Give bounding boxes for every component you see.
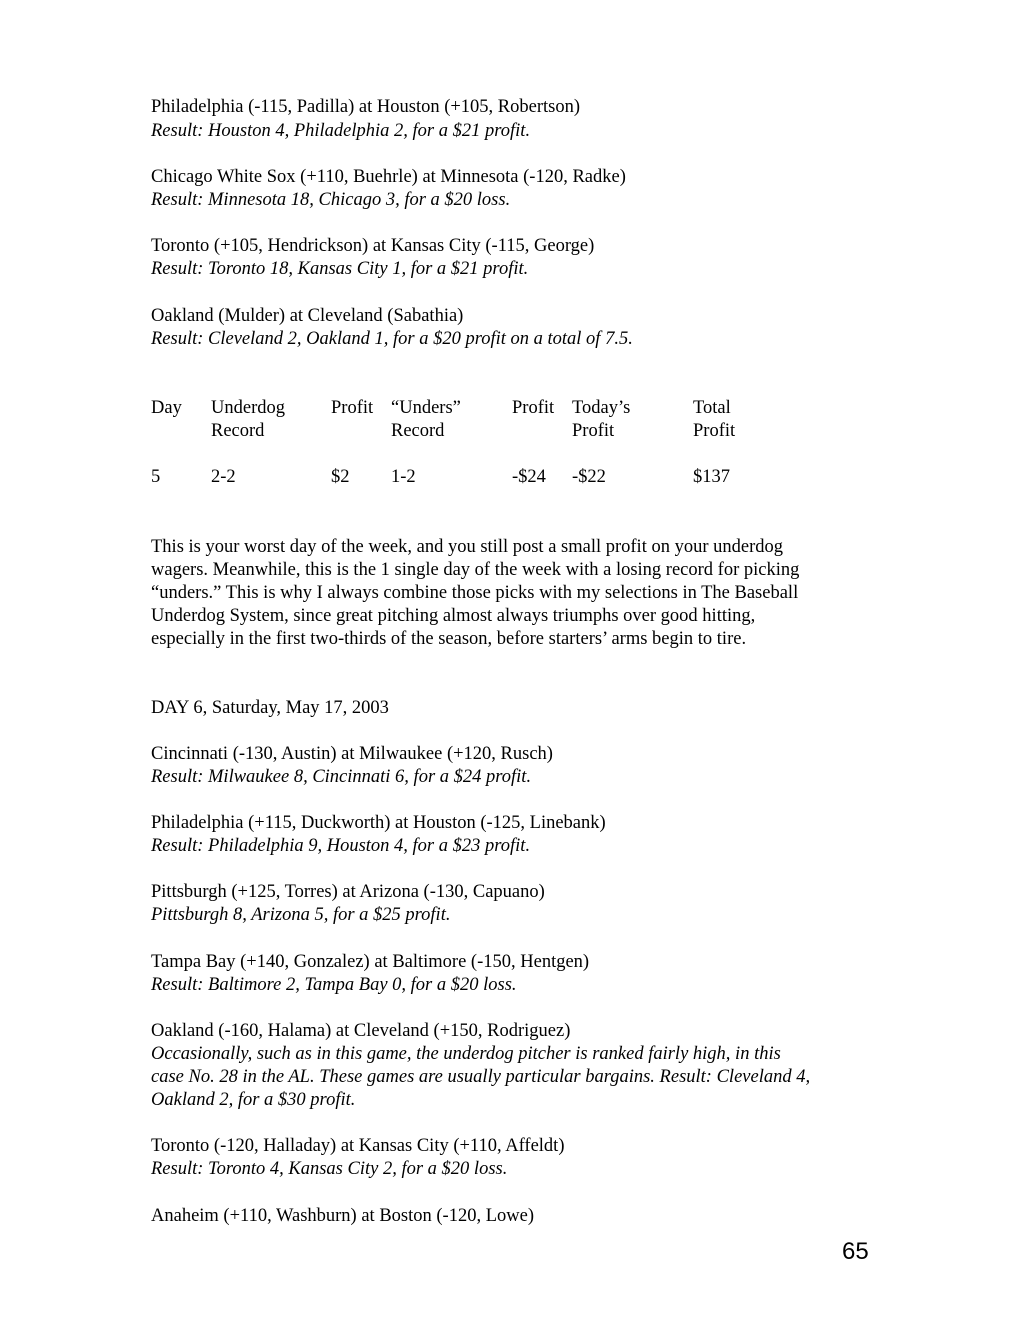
table-cell: $2 xyxy=(331,467,350,487)
game-matchup: Toronto (+105, Hendrickson) at Kansas City (-115, George) xyxy=(151,236,595,256)
game-matchup: Chicago White Sox (+110, Buehrle) at Minnesota (-120, Radke) xyxy=(151,167,626,187)
game-result: Result: Milwaukee 8, Cincinnati 6, for a $24 profit. xyxy=(151,767,532,787)
game-matchup: Oakland (-160, Halama) at Cleveland (+150, Rodriguez) xyxy=(151,1021,571,1041)
game-result: Result: Houston 4, Philadelphia 2, for a $21 profit. xyxy=(151,121,531,141)
table-header: Record xyxy=(211,421,265,441)
game-result: Occasionally, such as in this game, the underdog pitcher is ranked fairly high, in this xyxy=(151,1044,781,1064)
game-matchup: Pittsburgh (+125, Torres) at Arizona (-130, Capuano) xyxy=(151,882,545,902)
game-matchup: Philadelphia (+115, Duckworth) at Houston (-125, Linebank) xyxy=(151,813,606,833)
game-matchup: Tampa Bay (+140, Gonzalez) at Baltimore (-150, Hentgen) xyxy=(151,952,590,972)
game-matchup: Philadelphia (-115, Padilla) at Houston (+105, Robertson) xyxy=(151,97,581,117)
paragraph-line: Underdog System, since great pitching almost always triumphs over good hitting, xyxy=(151,606,756,626)
table-cell: -$24 xyxy=(512,467,546,487)
table-header: Profit xyxy=(572,421,615,441)
paragraph-line: This is your worst day of the week, and you still post a small profit on your underdog xyxy=(151,537,783,557)
game-result: Result: Baltimore 2, Tampa Bay 0, for a $20 loss. xyxy=(151,975,517,995)
table-header: Profit xyxy=(693,421,736,441)
table-header: Today’s xyxy=(572,398,631,418)
paragraph-line: wagers. Meanwhile, this is the 1 single day of the week with a losing record for picking xyxy=(151,560,800,580)
paragraph-line: “unders.” This is why I always combine those picks with my selections in The Baseball xyxy=(151,583,799,603)
page-number: 65 xyxy=(842,1238,869,1265)
table-cell: -$22 xyxy=(572,467,606,487)
table-cell: 1-2 xyxy=(391,467,416,487)
game-result: Pittsburgh 8, Arizona 5, for a $25 profit. xyxy=(151,905,451,925)
game-matchup: Oakland (Mulder) at Cleveland (Sabathia) xyxy=(151,306,464,326)
table-cell: 5 xyxy=(151,467,161,487)
table-header: Record xyxy=(391,421,445,441)
table-cell: 2-2 xyxy=(211,467,236,487)
table-header: Underdog xyxy=(211,398,285,418)
game-result: Result: Toronto 18, Kansas City 1, for a $21 profit. xyxy=(151,259,529,279)
game-result: Oakland 2, for a $30 profit. xyxy=(151,1090,356,1110)
table-cell: $137 xyxy=(693,467,730,487)
game-result: Result: Toronto 4, Kansas City 2, for a $20 loss. xyxy=(151,1159,508,1179)
game-result: Result: Minnesota 18, Chicago 3, for a $20 loss. xyxy=(151,190,511,210)
table-header: Profit xyxy=(512,398,555,418)
game-matchup: Anaheim (+110, Washburn) at Boston (-120, Lowe) xyxy=(151,1206,534,1226)
game-result: case No. 28 in the AL. These games are usually particular bargains. Result: Cleveland 4, xyxy=(151,1067,811,1087)
table-header: “Unders” xyxy=(391,398,461,418)
game-result: Result: Philadelphia 9, Houston 4, for a $23 profit. xyxy=(151,836,531,856)
day-heading: DAY 6, Saturday, May 17, 2003 xyxy=(151,698,389,718)
game-matchup: Toronto (-120, Halladay) at Kansas City (+110, Affeldt) xyxy=(151,1136,565,1156)
game-matchup: Cincinnati (-130, Austin) at Milwaukee (+120, Rusch) xyxy=(151,744,553,764)
table-header: Day xyxy=(151,398,182,418)
table-header: Profit xyxy=(331,398,374,418)
paragraph-line: especially in the first two-thirds of the season, before starters’ arms begin to tire. xyxy=(151,629,747,649)
game-result: Result: Cleveland 2, Oakland 1, for a $20 profit on a total of 7.5. xyxy=(151,329,633,349)
table-header: Total xyxy=(693,398,731,418)
